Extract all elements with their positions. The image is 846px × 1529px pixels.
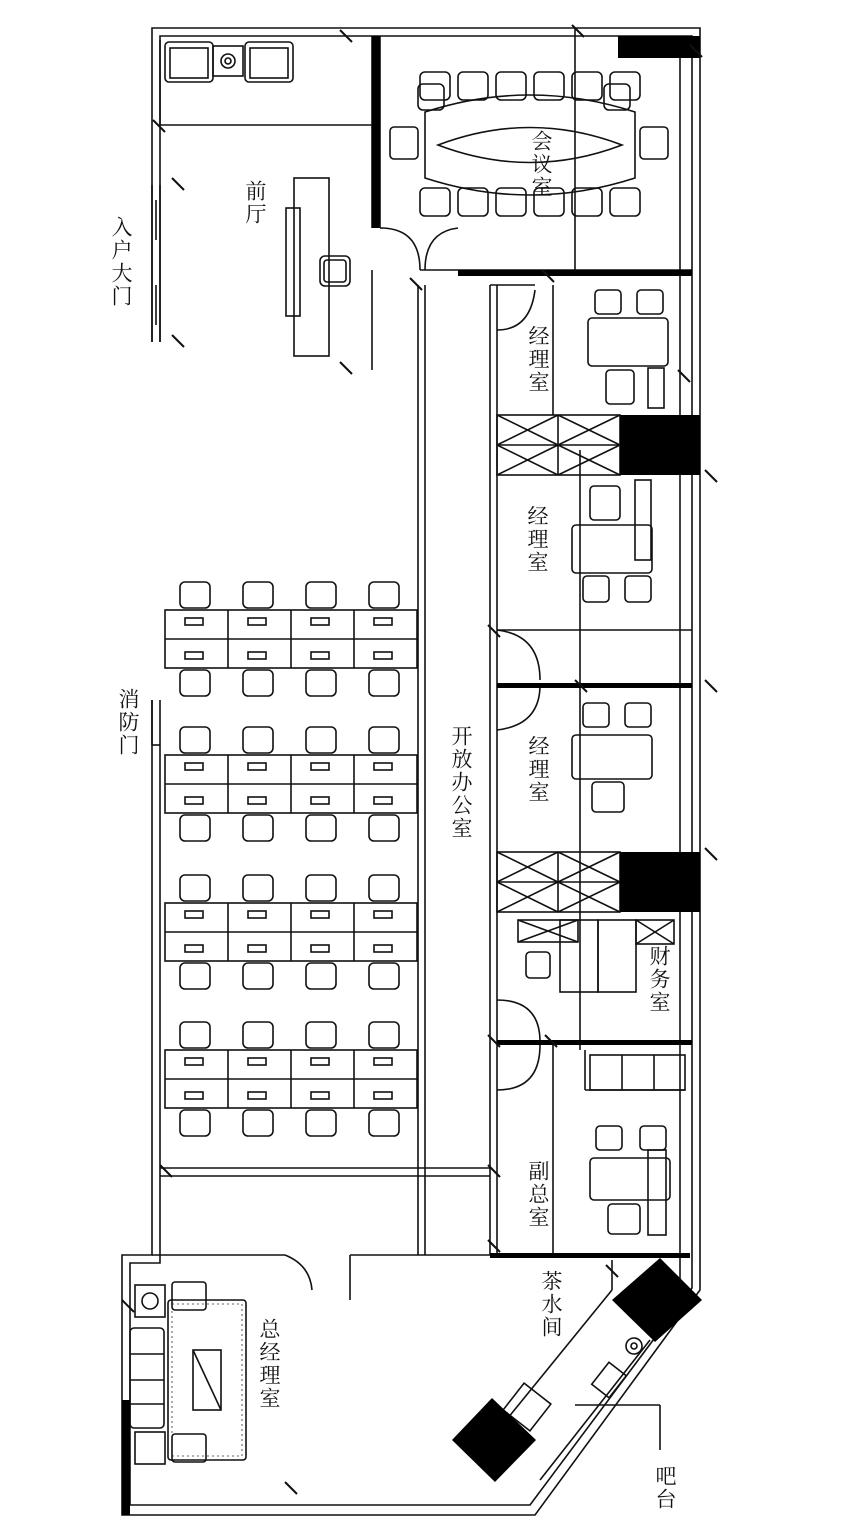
tea-room-label: 茶水间: [539, 1270, 563, 1339]
lobby-label: 前厅: [243, 180, 267, 226]
gm-office-label: 总经理室: [257, 1318, 281, 1410]
office-chair: [369, 815, 399, 841]
office-chair: [306, 1022, 336, 1048]
monitor: [374, 652, 392, 659]
monitor: [311, 1058, 329, 1065]
office-chair: [306, 670, 336, 696]
monitor: [248, 763, 266, 770]
office-chair: [369, 670, 399, 696]
reception-sofa: [160, 40, 372, 125]
office-chair: [243, 1110, 273, 1136]
open-office-label: 开放办公室: [449, 725, 473, 840]
office-chair: [180, 963, 210, 989]
monitor: [248, 652, 266, 659]
monitor: [185, 618, 203, 625]
finance-room-label: 财务室: [647, 945, 671, 1014]
office-chair: [243, 963, 273, 989]
office-chair: [369, 727, 399, 753]
monitor: [374, 618, 392, 625]
conference-chair: [420, 188, 450, 216]
office-chair: [180, 670, 210, 696]
manager-room-3-label: 经理室: [526, 735, 550, 804]
monitor: [374, 797, 392, 804]
office-chair: [243, 670, 273, 696]
office-chair: [369, 1110, 399, 1136]
gm-office-furniture: [130, 1282, 246, 1464]
bar-label: 吧台: [653, 1465, 677, 1511]
office-chair: [180, 875, 210, 901]
office-chair: [306, 875, 336, 901]
monitor: [248, 911, 266, 918]
office-chair: [369, 963, 399, 989]
monitor: [185, 945, 203, 952]
monitor: [374, 1092, 392, 1099]
office-chair: [306, 582, 336, 608]
monitor: [311, 652, 329, 659]
office-chair: [369, 1022, 399, 1048]
monitor: [374, 945, 392, 952]
entrance-door: [152, 185, 160, 342]
conference-chair: [572, 72, 602, 100]
office-chair: [243, 727, 273, 753]
manager-room-1-label: 经理室: [526, 325, 550, 394]
monitor: [185, 763, 203, 770]
monitor: [311, 911, 329, 918]
solid-columns: [122, 36, 702, 1515]
monitor: [248, 1092, 266, 1099]
workstations: [165, 582, 417, 1136]
monitor: [248, 797, 266, 804]
monitor: [248, 618, 266, 625]
office-chair: [180, 1022, 210, 1048]
monitor: [185, 1092, 203, 1099]
monitor: [311, 945, 329, 952]
manager-desk-1: [588, 290, 668, 408]
monitor: [185, 911, 203, 918]
monitor: [311, 618, 329, 625]
meeting-room-label: 会议室: [529, 130, 553, 199]
door-swings: [285, 228, 540, 1290]
office-chair: [180, 582, 210, 608]
office-chair: [243, 582, 273, 608]
conference-chair: [418, 84, 444, 110]
monitor: [185, 1058, 203, 1065]
monitor: [311, 797, 329, 804]
manager-desk-3: [572, 703, 652, 812]
monitor: [248, 1058, 266, 1065]
manager-room-2-label: 经理室: [525, 505, 549, 574]
dimension-ticks: [122, 25, 717, 1494]
vice-president-room-label: 副总室: [526, 1160, 550, 1229]
office-chair: [306, 815, 336, 841]
office-chair: [243, 875, 273, 901]
vp-furniture: [590, 1055, 685, 1235]
conference-chair: [420, 72, 450, 100]
office-chair: [306, 963, 336, 989]
reception-desk: [286, 178, 350, 356]
monitor: [185, 797, 203, 804]
monitor: [311, 1092, 329, 1099]
storage-cabinets: [497, 415, 620, 912]
office-chair: [306, 1110, 336, 1136]
office-chair: [180, 1110, 210, 1136]
conference-chair: [496, 188, 526, 216]
entrance-label: 入户大门: [109, 216, 133, 308]
office-chair: [243, 1022, 273, 1048]
monitor: [374, 911, 392, 918]
fire-door-label: 消防门: [116, 688, 140, 757]
monitor: [185, 652, 203, 659]
monitor: [311, 763, 329, 770]
conference-chair: [610, 72, 640, 100]
manager-desk-2: [572, 480, 652, 602]
outer-walls: [122, 28, 700, 1515]
office-chair: [180, 815, 210, 841]
conference-chair: [610, 188, 640, 216]
office-chair: [306, 727, 336, 753]
conference-chair: [458, 72, 488, 100]
office-chair: [180, 727, 210, 753]
office-chair: [369, 875, 399, 901]
monitor: [248, 945, 266, 952]
office-chair: [369, 582, 399, 608]
office-chair: [243, 815, 273, 841]
monitor: [374, 763, 392, 770]
monitor: [374, 1058, 392, 1065]
